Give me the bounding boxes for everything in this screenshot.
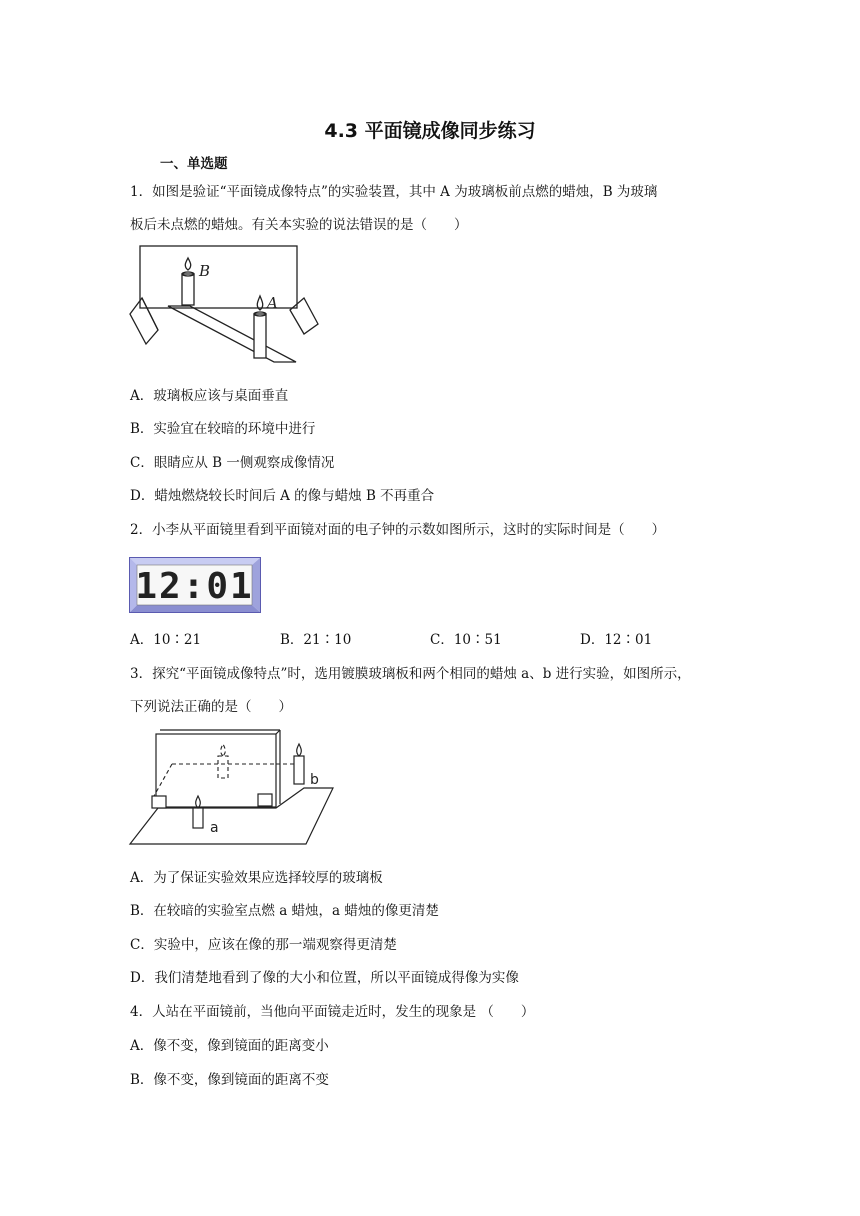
- q2-clock-digits: 12:01: [135, 566, 254, 607]
- page-title: 4.3 平面镜成像同步练习: [324, 120, 536, 142]
- q3-text-line2: 下列说法正确的是（ ）: [130, 699, 292, 715]
- q2-option-c: C．10∶51: [430, 632, 502, 648]
- q1-experiment-figure: [128, 240, 324, 372]
- q1-option-d: D．蜡烛燃烧较长时间后 A 的像与蜡烛 B 不再重合: [130, 488, 435, 504]
- q2-digital-clock-figure: [129, 557, 261, 613]
- q3-experiment-figure: [128, 724, 334, 848]
- q2-text: 2．小李从平面镜里看到平面镜对面的电子钟的示数如图所示，这时的实际时间是（ ）: [130, 522, 666, 538]
- q3-label-a: a: [210, 820, 219, 836]
- q2-option-b: B．21∶10: [280, 632, 352, 648]
- q1-option-a: A．玻璃板应该与桌面垂直: [130, 388, 289, 404]
- q1-option-c: C．眼睛应从 B 一侧观察成像情况: [130, 455, 335, 471]
- q1-text-line2: 板后未点燃的蜡烛。有关本实验的说法错误的是（ ）: [130, 217, 468, 233]
- q3-option-b: B．在较暗的实验室点燃 a 蜡烛，a 蜡烛的像更清楚: [130, 903, 439, 919]
- q2-option-a: A．10∶21: [130, 632, 202, 648]
- q3-option-d: D．我们清楚地看到了像的大小和位置，所以平面镜成得像为实像: [130, 970, 519, 986]
- q4-option-a: A．像不变，像到镜面的距离变小: [130, 1038, 329, 1054]
- q3-label-b: b: [310, 772, 319, 788]
- section-heading: 一、单选题: [160, 156, 228, 172]
- q1-option-b: B．实验宜在较暗的环境中进行: [130, 421, 316, 437]
- q1-label-a: A: [267, 294, 278, 312]
- q1-label-b: B: [199, 262, 211, 280]
- q4-option-b: B．像不变，像到镜面的距离不变: [130, 1072, 329, 1088]
- q4-text: 4．人站在平面镜前，当他向平面镜走近时，发生的现象是 （ ）: [130, 1004, 535, 1020]
- q1-text-line1: 1．如图是验证“平面镜成像特点”的实验装置，其中 A 为玻璃板前点燃的蜡烛，B 为玻璃: [130, 184, 658, 200]
- q3-option-a: A．为了保证实验效果应选择较厚的玻璃板: [130, 870, 383, 886]
- q2-option-d: D．12∶01: [580, 632, 653, 648]
- q3-text-line1: 3．探究“平面镜成像特点”时，选用镀膜玻璃板和两个相同的蜡烛 a、b 进行实验，如图所示，: [130, 666, 691, 682]
- q3-option-c: C．实验中，应该在像的那一端观察得更清楚: [130, 937, 397, 953]
